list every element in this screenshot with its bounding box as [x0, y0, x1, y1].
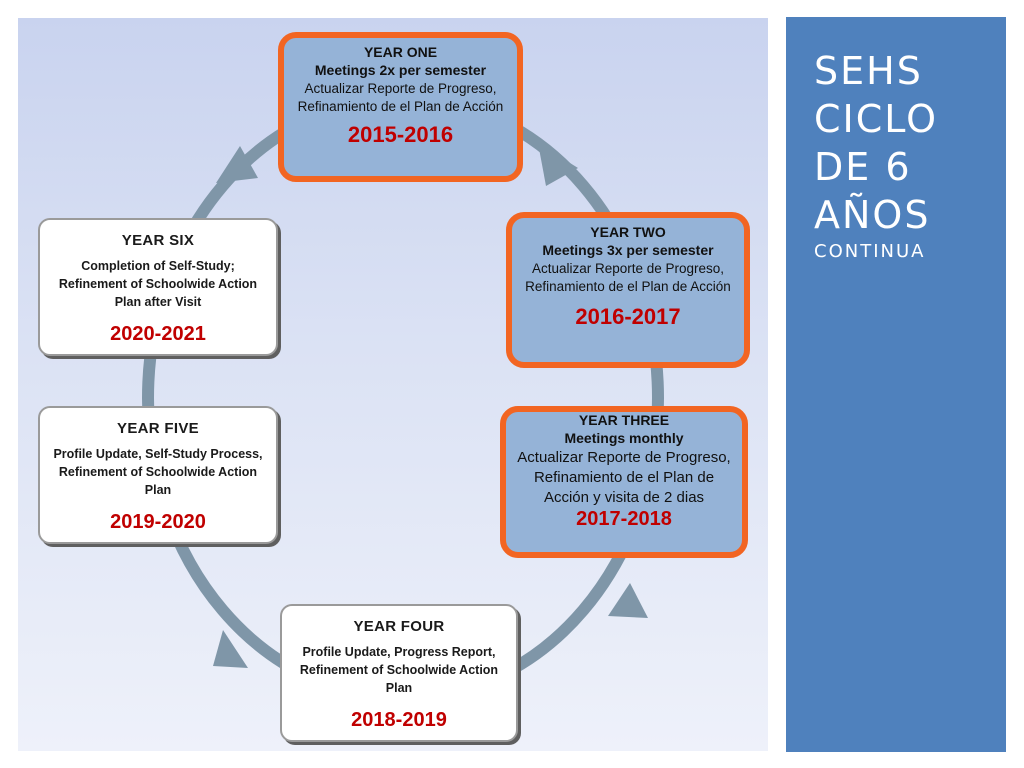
year-two-title: YEAR TWO: [590, 224, 666, 240]
year-two-years: 2016-2017: [575, 304, 681, 329]
year-four-years: 2018-2019: [351, 709, 447, 731]
year-six-title: YEAR SIX: [121, 232, 195, 249]
year-three-box: [500, 406, 748, 558]
title-line: DE 6: [814, 145, 912, 189]
year-three-years: 2017-2018: [576, 508, 672, 530]
arrow-head-right: [608, 583, 648, 618]
year-four-box: [280, 604, 518, 742]
year-six-box: [38, 218, 278, 356]
year-two-subtitle: Meetings 3x per semester: [542, 242, 714, 258]
year-six-years: 2020-2021: [110, 323, 206, 345]
year-five-title: YEAR FIVE: [117, 420, 199, 437]
year-one-title: YEAR ONE: [363, 44, 438, 60]
year-one-years: 2015-2016: [347, 122, 454, 147]
title-line: CICLO: [814, 97, 938, 141]
year-one-box: [278, 32, 523, 182]
year-two-box: [506, 212, 750, 368]
year-five-description: Profile Update, Self-Study Process, Refinement of Schoolwide Action Plan: [53, 447, 263, 497]
year-three-subtitle: Meetings monthly: [564, 430, 684, 446]
year-three-description: Actualizar Reporte de Progreso, Refinamiento de el Plan de Acción y visita de 2 dias: [517, 449, 731, 506]
year-six-description: Completion of Self-Study; Refinement of Schoolwide Action Plan after Visit: [58, 259, 258, 309]
year-four-description: Profile Update, Progress Report, Refinement of Schoolwide Action Plan: [299, 645, 499, 695]
slide-title: [814, 47, 938, 239]
side-panel: [786, 17, 1006, 752]
year-three-title: YEAR THREE: [578, 412, 670, 428]
year-five-box: [38, 406, 278, 544]
year-two-description: Actualizar Reporte de Progreso, Refinamiento de el Plan de Acción: [525, 261, 731, 294]
year-one-subtitle: Meetings 2x per semester: [314, 62, 487, 78]
title-line: AÑOS: [814, 193, 931, 237]
slide-subtitle: CONTINUA: [814, 241, 926, 262]
title-line: SEHS: [814, 49, 923, 93]
year-one-description: Actualizar Reporte de Progreso, Refinamiento de el Plan de Acción: [297, 81, 504, 114]
cycle-diagram: [18, 18, 768, 751]
year-four-title: YEAR FOUR: [353, 618, 445, 635]
year-five-years: 2019-2020: [110, 511, 206, 533]
